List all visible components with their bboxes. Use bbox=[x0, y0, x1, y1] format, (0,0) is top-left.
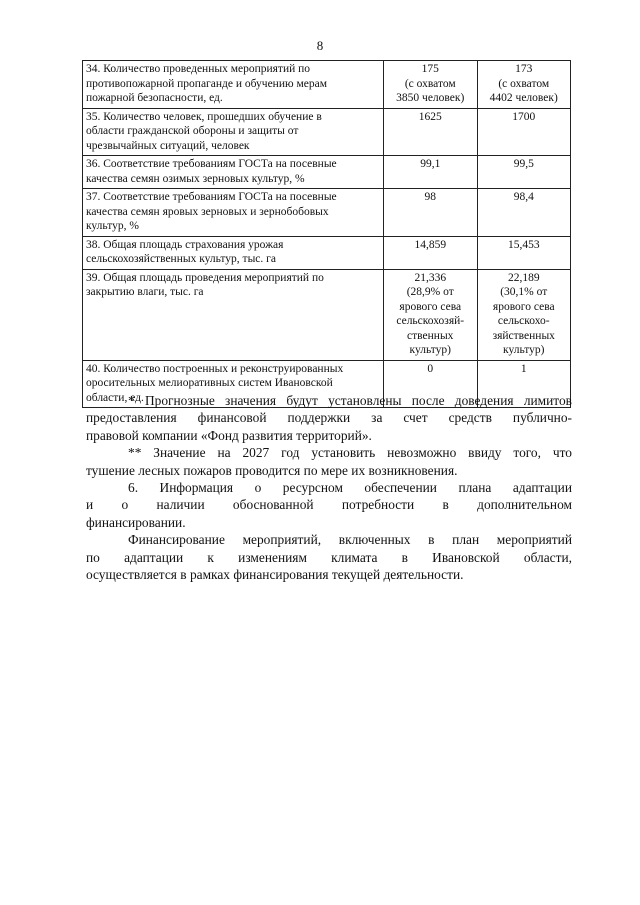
value-2027-cell-line: зяйственных bbox=[492, 329, 555, 342]
table-row bbox=[83, 61, 571, 109]
value-2026-cell bbox=[384, 61, 478, 109]
value-2027-cell-line: 173 bbox=[515, 63, 533, 75]
section-6-heading bbox=[86, 479, 572, 531]
note-2027-line-2: тушение лесных пожаров проводится по мере их возникновения. bbox=[86, 462, 458, 478]
value-2026-cell-line: сельскохозяй- bbox=[396, 315, 465, 327]
indicator-cell bbox=[83, 189, 384, 237]
value-2026-cell-line: (28,9% от bbox=[406, 286, 454, 298]
indicator-cell bbox=[83, 108, 384, 156]
table-row bbox=[83, 108, 571, 156]
value-2026-cell-line: 21,336 bbox=[414, 271, 447, 284]
value-2026-cell bbox=[384, 108, 478, 156]
indicator-cell-line: 35. Количество человек, прошедших обучение в bbox=[86, 110, 322, 123]
note-2027 bbox=[86, 444, 572, 479]
value-2027-cell-line: культур) bbox=[503, 344, 545, 356]
value-2027-cell-line: 98,4 bbox=[513, 191, 534, 203]
value-2027-cell-line: 99,5 bbox=[513, 158, 534, 170]
value-2026-cell bbox=[384, 269, 478, 360]
value-2026-cell-line: 1625 bbox=[418, 110, 442, 123]
indicator-cell-line: 38. Общая площадь страхования урожая bbox=[86, 238, 284, 251]
financing-paragraph bbox=[86, 531, 572, 583]
indicator-cell-line: качества семян яровых зерновых и зернобобовых bbox=[86, 205, 329, 218]
indicator-cell-line: противопожарной пропаганде и обучению мерам bbox=[86, 77, 327, 90]
value-2027-cell bbox=[477, 156, 571, 189]
indicator-cell-line: 34. Количество проведенных мероприятий по bbox=[86, 63, 311, 75]
indicator-cell-line: области, ед. bbox=[86, 391, 144, 404]
note-forecast-line-3: правовой компании «Фонд развития территорий». bbox=[86, 427, 372, 443]
value-2027-cell-line: 1700 bbox=[512, 110, 536, 123]
value-2026-cell-line: 0 bbox=[427, 362, 434, 375]
value-2027-cell-line: ярового сева bbox=[492, 300, 555, 313]
indicator-cell-line: 37. Соответствие требованиям ГОСТа на посевные bbox=[86, 191, 337, 203]
value-2027-cell bbox=[477, 236, 571, 269]
indicator-cell-line: оросительных мелиоративных систем Ивановской bbox=[86, 377, 333, 389]
table-row bbox=[83, 236, 571, 269]
value-2026-cell bbox=[384, 156, 478, 189]
indicator-cell-line: культур, % bbox=[86, 220, 139, 232]
indicator-cell-line: сельскохозяйственных культур, тыс. га bbox=[86, 253, 276, 265]
note-forecast-line-2: предоставления финансовой поддержки за счет средств публично- bbox=[86, 410, 572, 426]
indicator-cell-line: чрезвычайных ситуаций, человек bbox=[86, 139, 250, 152]
indicators-table bbox=[82, 60, 571, 408]
value-2026-cell-line: 175 bbox=[421, 63, 439, 75]
value-2027-cell-line: (30,1% от bbox=[500, 286, 548, 298]
value-2027-cell-line: сельскохо- bbox=[497, 315, 550, 327]
value-2027-cell bbox=[477, 189, 571, 237]
table-row bbox=[83, 269, 571, 360]
indicator-cell-line: 36. Соответствие требованиям ГОСТа на посевные bbox=[86, 158, 337, 170]
value-2027-cell bbox=[477, 61, 571, 109]
indicators-table-body bbox=[83, 61, 571, 408]
page-number: 8 bbox=[316, 38, 324, 53]
indicator-cell bbox=[83, 236, 384, 269]
value-2026-cell-line: ственных bbox=[407, 329, 454, 342]
financing-line-2: по адаптации к изменениям климата в Ивановской области, bbox=[86, 549, 572, 565]
note-forecast bbox=[86, 392, 572, 444]
value-2027-cell-line: 1 bbox=[520, 362, 527, 375]
indicator-cell-line: качества семян озимых зерновых культур, % bbox=[86, 172, 305, 185]
value-2026-cell-line: ярового сева bbox=[399, 300, 462, 313]
table-row bbox=[83, 156, 571, 189]
indicator-cell bbox=[83, 269, 384, 360]
value-2026-cell bbox=[384, 236, 478, 269]
value-2027-cell bbox=[477, 269, 571, 360]
value-2026-cell-line: 99,1 bbox=[420, 158, 441, 170]
table-row bbox=[83, 189, 571, 237]
value-2027-cell-line: (с охватом bbox=[498, 77, 550, 90]
indicator-cell-line: закрытию влаги, тыс. га bbox=[86, 286, 204, 298]
financing-line-1: Финансирование мероприятий, включенных в план мероприятий bbox=[128, 532, 572, 548]
value-2026-cell-line: культур) bbox=[409, 344, 451, 356]
value-2026-cell-line: 98 bbox=[424, 191, 436, 203]
section-6-line-1: 6. Информация о ресурсном обеспечении плана адаптации bbox=[128, 480, 572, 496]
indicator-cell-line: области гражданской обороны и защиты от bbox=[86, 125, 299, 137]
note-2027-line-1: ** Значение на 2027 год установить невозможно ввиду того, что bbox=[128, 445, 572, 461]
value-2026-cell-line: 3850 человек) bbox=[396, 92, 465, 104]
section-6-line-2: и о наличии обоснованной потребности в дополнительном bbox=[86, 497, 572, 513]
note-forecast-line-1: * Прогнозные значения будут установлены после доведения лимитов bbox=[128, 393, 572, 408]
value-2026-cell-line: (с охватом bbox=[404, 77, 456, 90]
indicator-cell bbox=[83, 61, 384, 109]
indicator-cell bbox=[83, 156, 384, 189]
value-2027-cell bbox=[477, 108, 571, 156]
value-2026-cell-line: 14,859 bbox=[414, 238, 447, 251]
notes-section bbox=[86, 392, 572, 583]
section-6-line-3: финансировании. bbox=[86, 514, 186, 530]
value-2026-cell bbox=[384, 189, 478, 237]
value-2027-cell-line: 22,189 bbox=[507, 271, 540, 284]
indicator-cell-line: 39. Общая площадь проведения мероприятий по bbox=[86, 271, 324, 284]
value-2027-cell-line: 4402 человек) bbox=[489, 92, 558, 104]
indicator-cell-line: 40. Количество построенных и реконструированных bbox=[86, 362, 344, 375]
indicator-cell-line: пожарной безопасности, ед. bbox=[86, 92, 223, 104]
financing-line-3: осуществляется в рамках финансирования текущей деятельности. bbox=[86, 567, 464, 583]
value-2027-cell-line: 15,453 bbox=[507, 238, 540, 251]
